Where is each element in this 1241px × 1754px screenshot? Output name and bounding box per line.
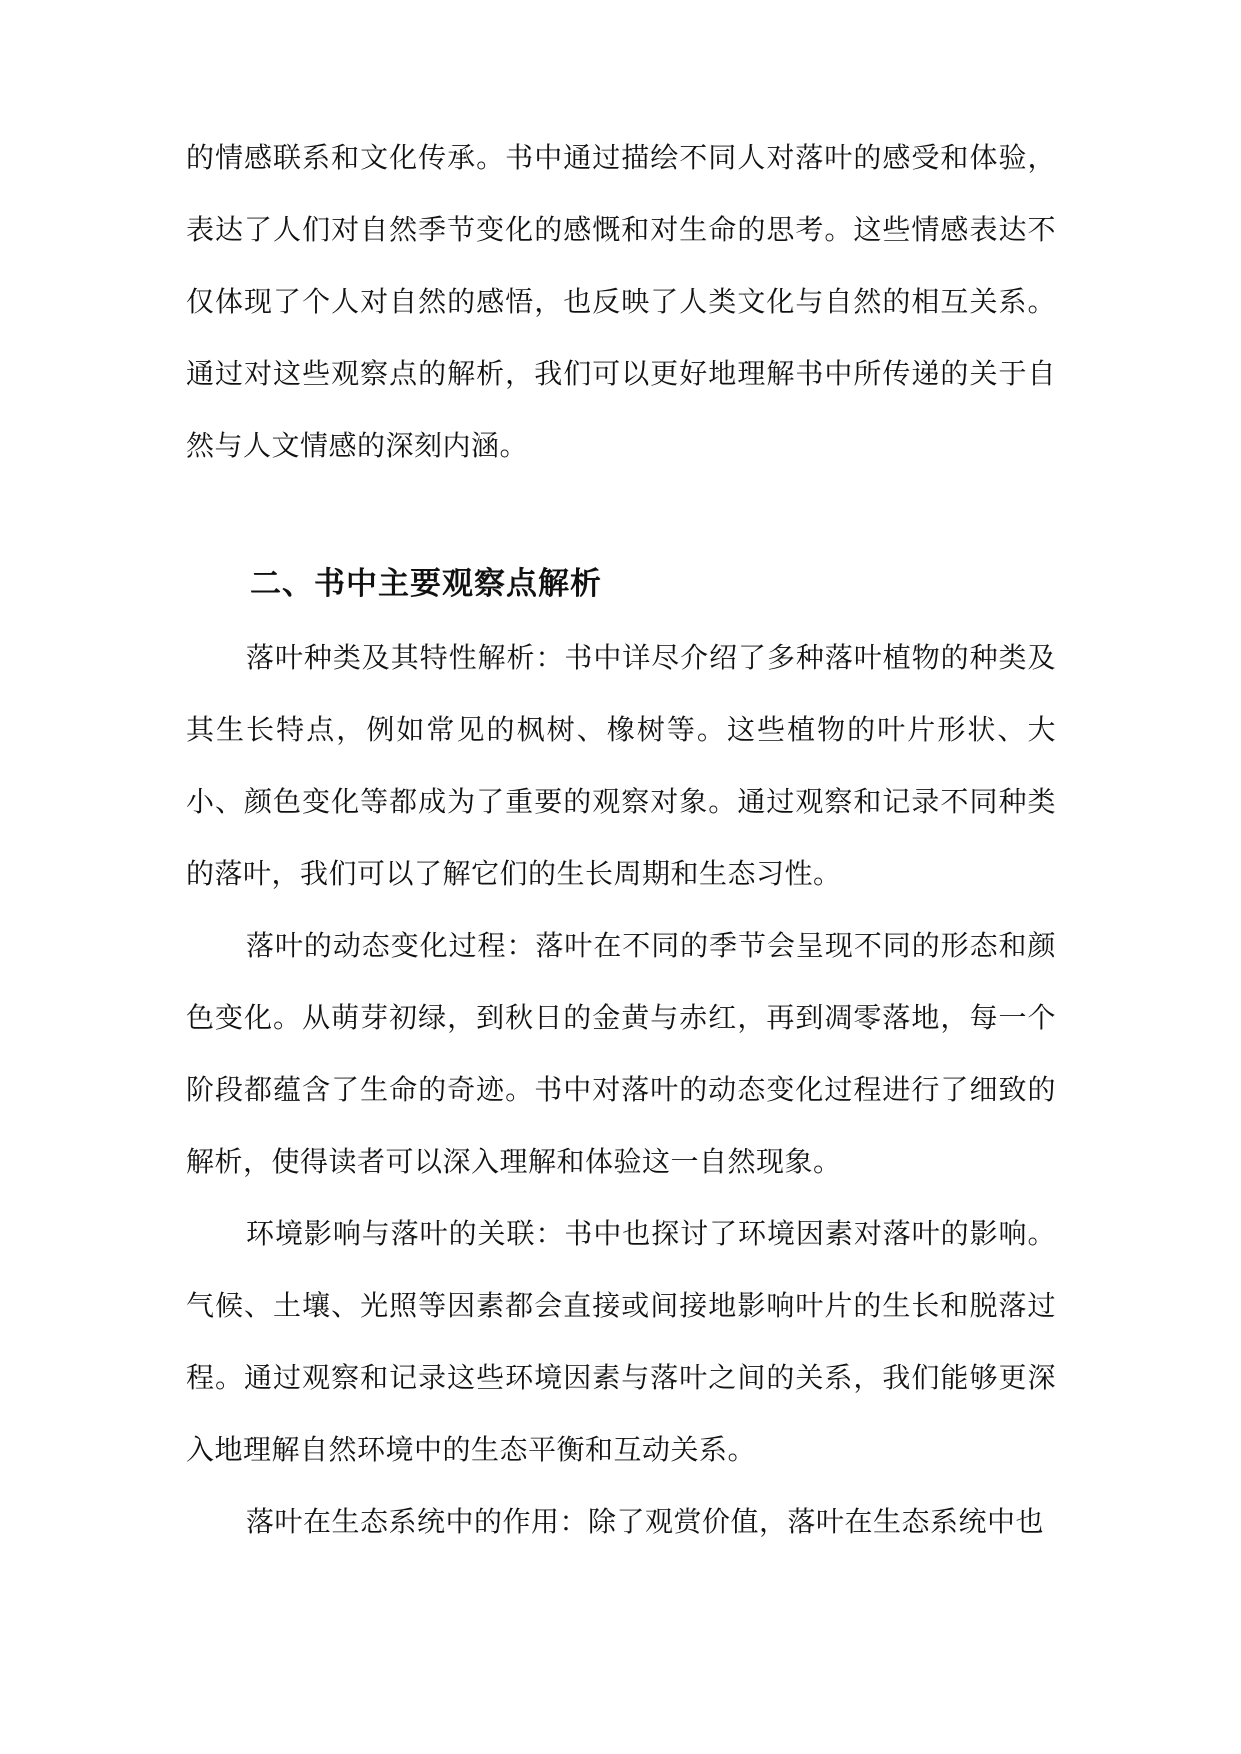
- paragraph-dynamic-change: 落叶的动态变化过程：落叶在不同的季节会呈现不同的形态和颜色变化。从萌芽初绿，到秋日的金黄与赤红，再到凋零落地，每一个阶段都蕴含了生命的奇迹。书中对落叶的动态变化过程进行了细致的解析，使得读者可以深入理解和体验这一自然现象。: [186, 929, 1056, 1178]
- paragraph-ecosystem-role: 落叶在生态系统中的作用：除了观赏价值，落叶在生态系统中也: [246, 1505, 1045, 1538]
- paragraph-environment: 环境影响与落叶的关联：书中也探讨了环境因素对落叶的影响。气候、土壤、光照等因素都会直接或间接地影响叶片的生长和脱落过程。通过观察和记录这些环境因素与落叶之间的关系，我们能够更深入地理解自然环境中的生态平衡和互动关系。: [186, 1217, 1056, 1466]
- paragraph-leaf-types: 落叶种类及其特性解析：书中详尽介绍了多种落叶植物的种类及其生长特点，例如常见的枫树、橡树等。这些植物的叶片形状、大小、颜色变化等都成为了重要的观察对象。通过观察和记录不同种类的落叶，我们可以了解它们的生长周期和生态习性。: [186, 641, 1056, 890]
- intro-paragraph: 的情感联系和文化传承。书中通过描绘不同人对落叶的感受和体验，表达了人们对自然季节变化的感慨和对生命的思考。这些情感表达不仅体现了个人对自然的感悟，也反映了人类文化与自然的相互关系。通过对这些观察点的解析，我们可以更好地理解书中所传递的关于自然与人文情感的深刻内涵。: [186, 141, 1056, 462]
- section-heading: 二、书中主要观察点解析: [250, 566, 602, 602]
